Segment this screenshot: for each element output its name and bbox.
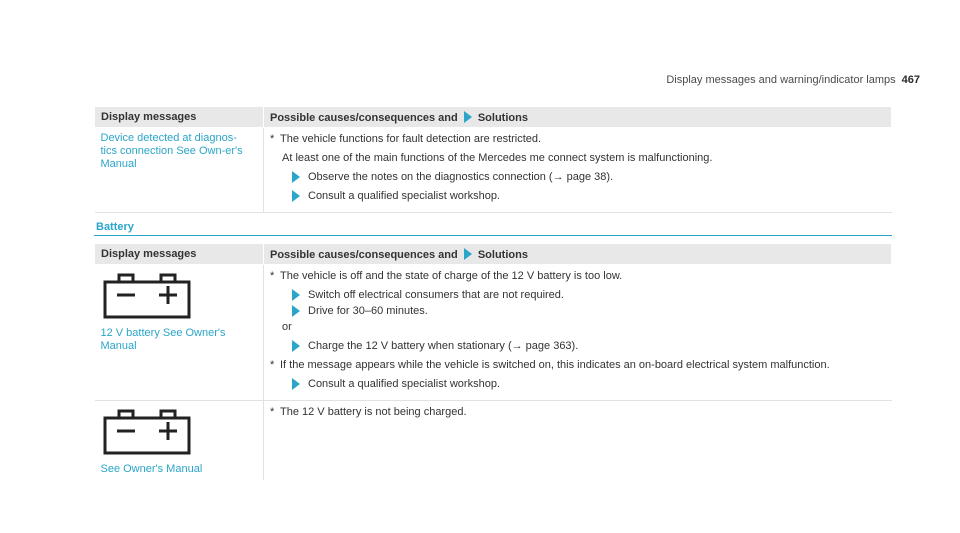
diagnostics-table — [94, 106, 892, 213]
cause-text: If the message appears while the vehicle is switched on, this indicates an on-board electrical system malfunction. — [280, 359, 830, 371]
solution-step — [270, 377, 886, 391]
table-row — [95, 401, 892, 481]
causes-cell — [264, 401, 892, 481]
page-header — [620, 74, 920, 86]
causes-cell — [264, 128, 892, 213]
col-header-solutions-label: Solutions — [477, 111, 528, 124]
message-cell — [95, 401, 264, 481]
table-row — [95, 128, 892, 213]
arrow-right-icon — [292, 305, 300, 317]
arrow-right-icon — [292, 171, 300, 183]
col-header-causes — [264, 107, 892, 128]
cause-text: The vehicle functions for fault detection are restricted. — [280, 133, 542, 145]
cause-text: The vehicle is off and the state of charge of the 12 V battery is too low. — [280, 270, 623, 282]
cause-text: The 12 V battery is not being charged. — [280, 406, 467, 418]
battery-message-link[interactable]: 12 V battery See Owner's Manual — [100, 327, 226, 352]
detail-line: At least one of the main functions of the Mercedes me connect system is malfunctioning. — [282, 152, 713, 164]
page-number: 467 — [901, 74, 920, 86]
arrow-right-icon — [292, 340, 300, 352]
step-text: Charge the 12 V battery when stationary (→ page 363). — [308, 340, 579, 352]
col-header-causes-label: Possible causes/consequences and — [270, 111, 458, 124]
col-header-display-messages: Display messages — [95, 107, 264, 128]
solution-step — [270, 304, 886, 318]
cause-line — [270, 358, 886, 372]
bullet: * — [270, 270, 275, 282]
or-text: or — [282, 321, 292, 333]
section-title-battery: Battery — [96, 221, 134, 233]
arrow-right-icon — [292, 190, 300, 202]
bullet: * — [270, 133, 275, 145]
col-header-causes-label: Possible causes/consequences and — [270, 248, 458, 261]
cause-line — [270, 132, 886, 146]
battery-icon — [103, 273, 191, 319]
solution-step — [270, 339, 886, 353]
solution-step — [270, 189, 886, 203]
table-row — [95, 265, 892, 401]
step-text: Consult a qualified specialist workshop. — [308, 378, 500, 390]
cause-line — [270, 269, 886, 283]
arrow-right-icon — [464, 111, 472, 123]
col-header-solutions-label: Solutions — [477, 248, 528, 261]
battery-message-link[interactable]: See Owner's Manual — [100, 463, 203, 475]
solution-step — [270, 170, 886, 184]
message-cell — [95, 265, 264, 401]
section-divider — [94, 235, 892, 236]
arrow-right-icon — [292, 289, 300, 301]
bullet: * — [270, 406, 275, 418]
page-header-title: Display messages and warning/indicator lamps — [666, 74, 896, 86]
bullet: * — [270, 359, 275, 371]
solution-step — [270, 288, 886, 302]
step-text: Switch off electrical consumers that are not required. — [308, 289, 564, 301]
diagnostics-message-link[interactable]: Device detected at diagnos-tics connection See Own-er's Manual — [100, 132, 243, 170]
step-text: Observe the notes on the diagnostics connection (→ page 38). — [308, 171, 614, 183]
battery-icon — [103, 409, 191, 455]
step-text: Drive for 30–60 minutes. — [308, 305, 428, 317]
step-text: Consult a qualified specialist workshop. — [308, 190, 500, 202]
causes-cell — [264, 265, 892, 401]
arrow-right-icon — [292, 378, 300, 390]
arrow-right-icon — [464, 248, 472, 260]
cause-line — [270, 405, 886, 419]
message-cell — [95, 128, 264, 213]
col-header-display-messages: Display messages — [95, 244, 264, 265]
col-header-causes — [264, 244, 892, 265]
battery-table — [94, 243, 892, 480]
